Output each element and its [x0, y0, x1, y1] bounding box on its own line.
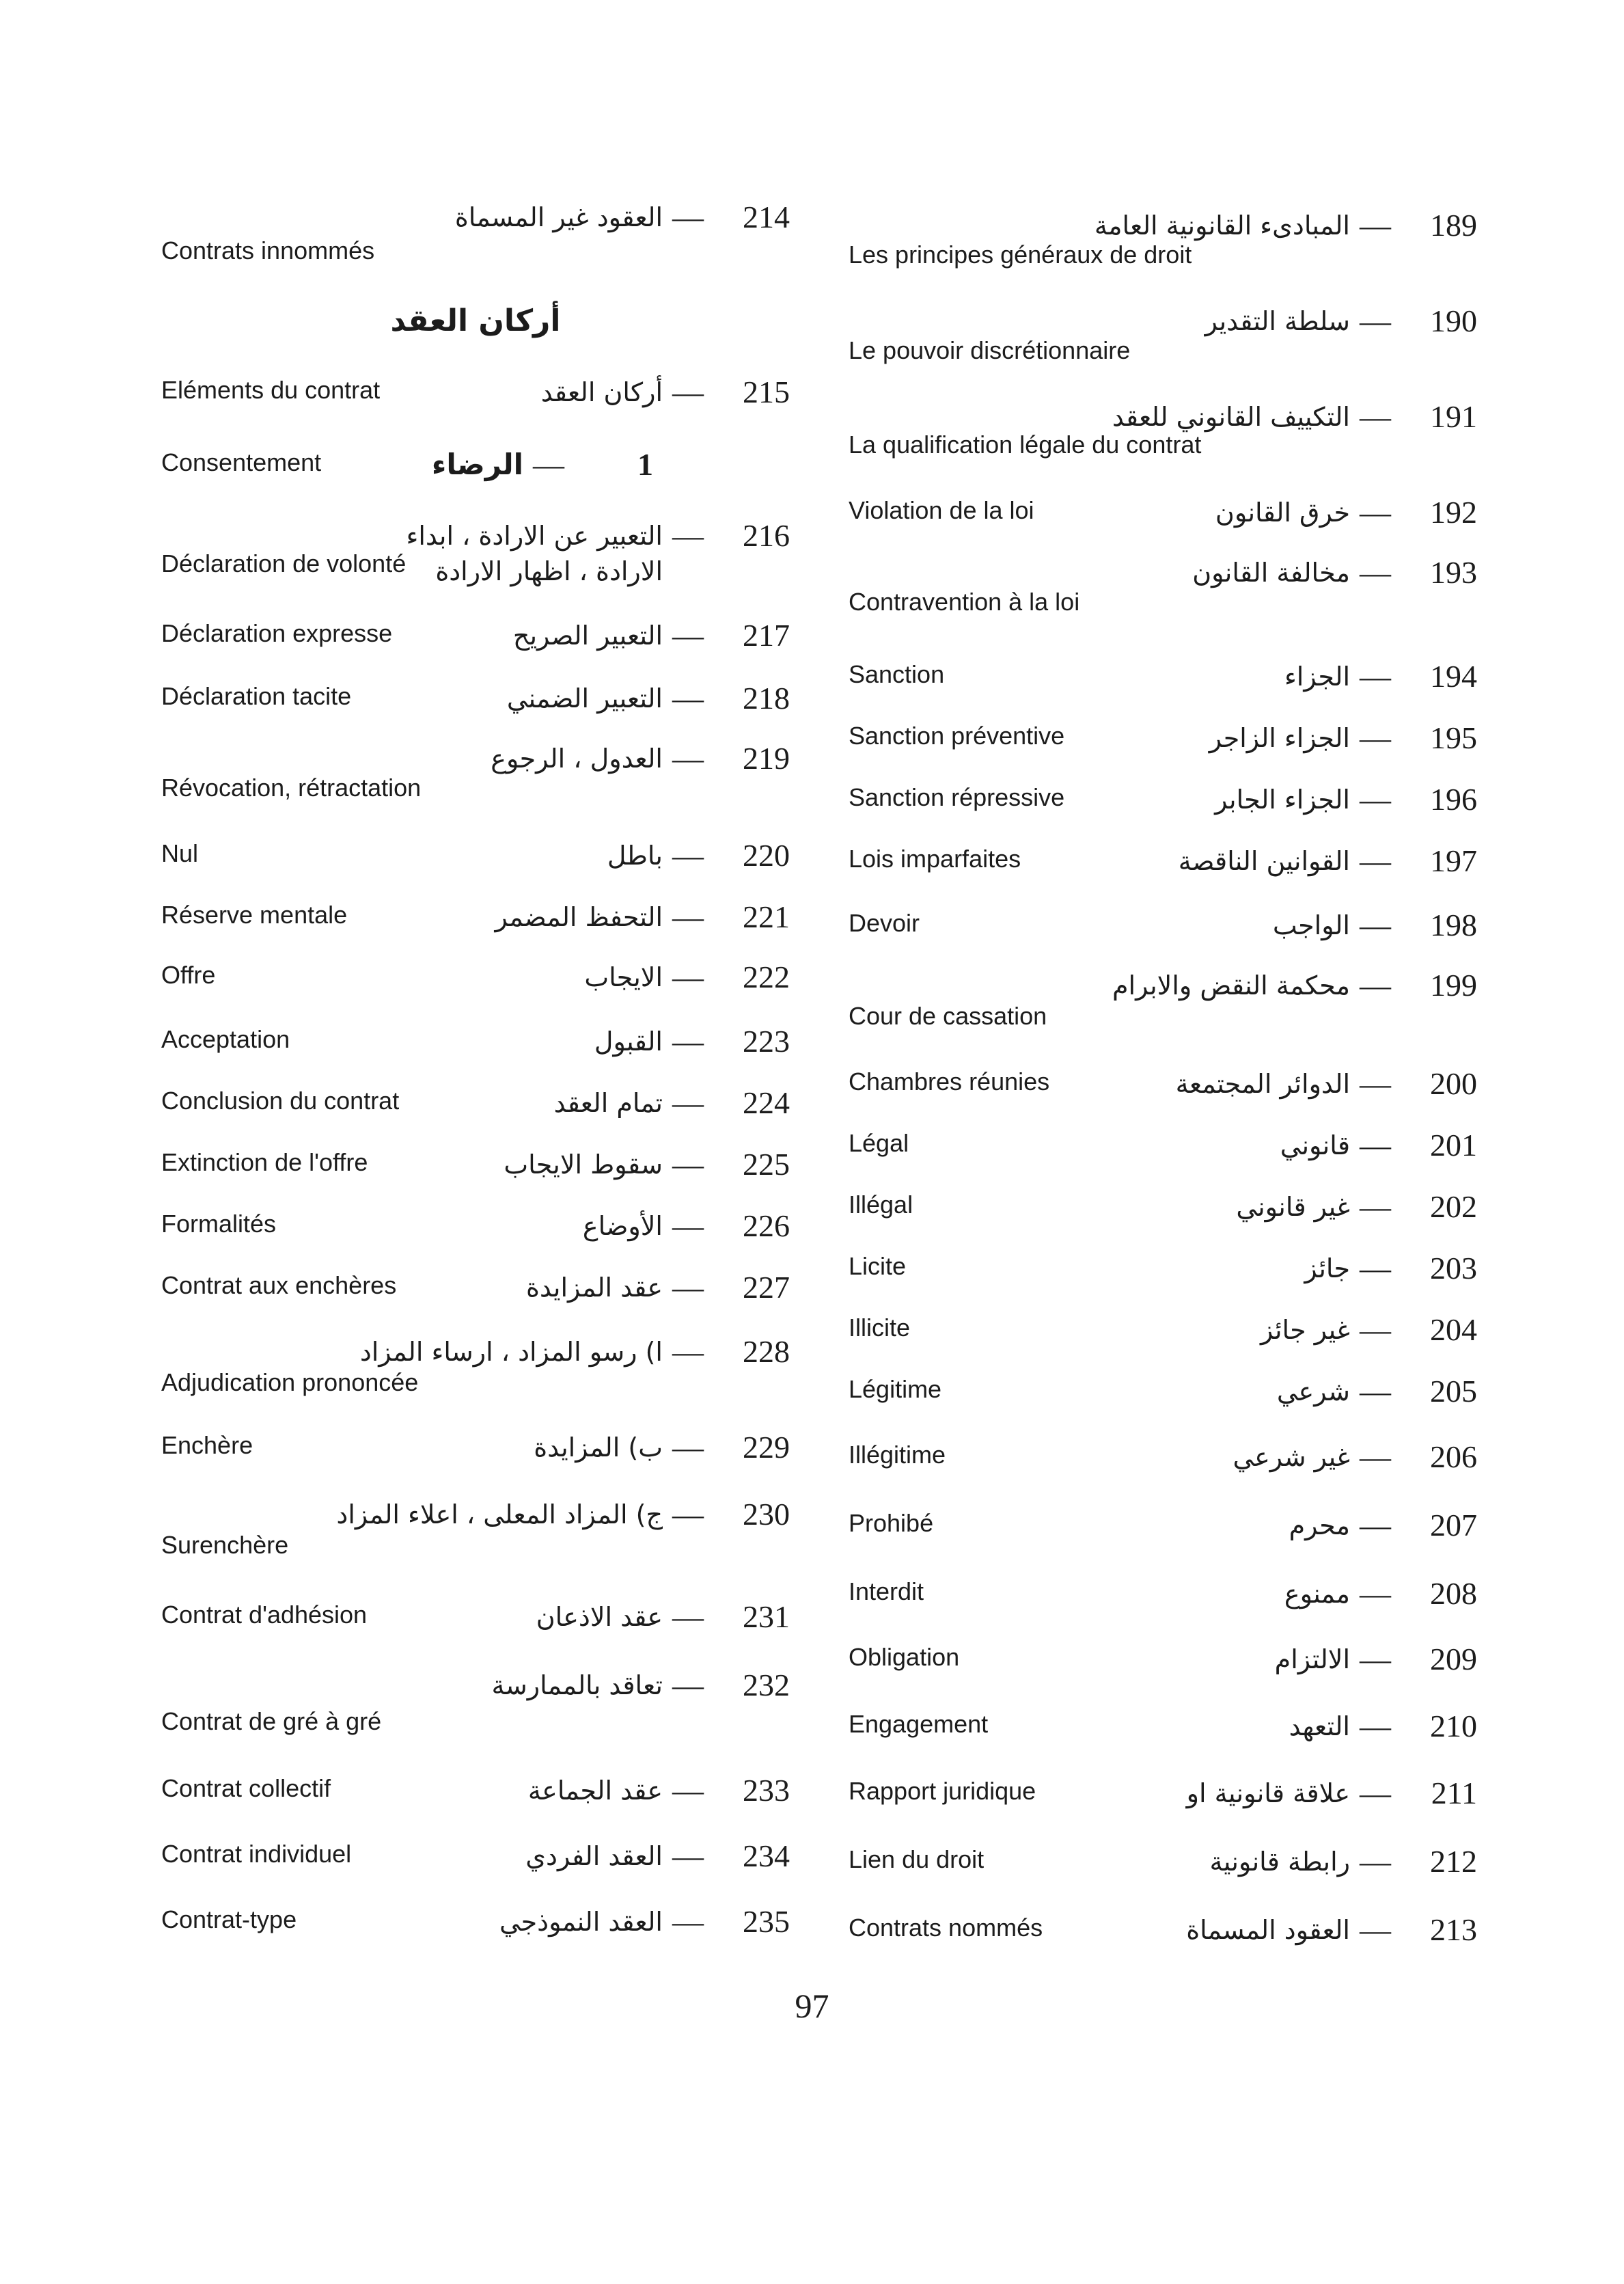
- entry-number: 202: [1430, 1189, 1477, 1224]
- entry-202: [849, 1189, 1477, 1244]
- entry-dash: —: [1360, 720, 1391, 755]
- entry-arabic: الدوائر المجتمعة: [1175, 1069, 1350, 1099]
- entry-dash: —: [1360, 1312, 1391, 1347]
- entry-225: [161, 1147, 790, 1201]
- entry-french: Chambres réunies: [849, 1068, 1050, 1096]
- entry-french: Contrats nommés: [849, 1914, 1043, 1942]
- entry-arabic: الالتزام: [1274, 1644, 1350, 1674]
- entry-arabic: التعبير الصريح: [512, 621, 663, 651]
- entry-204: [849, 1312, 1477, 1367]
- entry-arabic: العقود المسماة: [1186, 1915, 1350, 1945]
- entry-french: Réserve mentale: [161, 901, 348, 929]
- entry-arabic: عقد الجماعة: [527, 1776, 663, 1806]
- entry-french: Contrat aux enchères: [161, 1271, 397, 1299]
- entry-dash: —: [672, 1147, 704, 1182]
- entry-french: Sanction répressive: [849, 783, 1065, 811]
- entry-arabic: الرضاء: [431, 448, 523, 481]
- entry-french: Contravention à la loi: [849, 588, 1080, 616]
- entry-arabic: خرق القانون: [1215, 498, 1350, 528]
- entry-number: 209: [1430, 1642, 1477, 1676]
- entry-dash: —: [1360, 399, 1391, 434]
- entry-arabic: الايجاب: [584, 962, 663, 992]
- entry-french: Contrat individuel: [161, 1840, 352, 1868]
- entry-dash: —: [1360, 659, 1391, 694]
- entry-234: [161, 1838, 790, 1893]
- entry-199: [849, 968, 1477, 1043]
- entry-dash: —: [1360, 555, 1391, 590]
- entry-french: Contrat-type: [161, 1905, 297, 1933]
- entry-205: [849, 1374, 1477, 1428]
- entry-dash: —: [672, 618, 704, 653]
- entry-french: Déclaration de volonté: [161, 549, 407, 577]
- entry-dash: —: [672, 200, 704, 234]
- entry-french: Nul: [161, 839, 199, 867]
- entry-dash: —: [672, 1208, 704, 1243]
- entry-number: 219: [743, 741, 790, 776]
- entry-198: [849, 908, 1477, 962]
- entry-arabic: التكييف القانوني للعقد: [1112, 402, 1350, 432]
- entry-french: Les principes généraux de droit: [849, 241, 1192, 269]
- entry-224: [161, 1085, 790, 1140]
- entry-dash: —: [1360, 1709, 1391, 1743]
- entry-number: 228: [743, 1334, 790, 1369]
- entry-dash: —: [1360, 1374, 1391, 1409]
- entry-dash: —: [672, 1599, 704, 1634]
- entry-french: Acceptation: [161, 1025, 290, 1053]
- entry-230: [161, 1497, 790, 1572]
- entry-dash: —: [1360, 843, 1391, 878]
- entry-arabic: تمام العقد: [553, 1088, 663, 1118]
- entry-french: Illégal: [849, 1191, 913, 1219]
- entry-french: Offre: [161, 961, 216, 989]
- entry-221: [161, 899, 790, 954]
- entry-french: Violation de la loi: [849, 496, 1034, 524]
- entry-211: [849, 1776, 1477, 1830]
- entry-212: [849, 1844, 1477, 1899]
- entry-arabic: العدول ، الرجوع: [491, 744, 663, 774]
- entry-dash: —: [1360, 1576, 1391, 1611]
- entry-french: Sanction: [849, 660, 945, 688]
- entry-210: [849, 1709, 1477, 1763]
- entry-arabic: عقد الاذعان: [536, 1602, 663, 1632]
- entry-arabic: قانوني: [1280, 1130, 1350, 1160]
- entry-dash: —: [1360, 495, 1391, 530]
- entry-french: Rapport juridique: [849, 1777, 1036, 1805]
- entry-dash: —: [1360, 1066, 1391, 1101]
- entry-216: [161, 518, 790, 593]
- entry-arabic: علاقة قانونية او: [1186, 1778, 1350, 1808]
- entry-dash: —: [1360, 908, 1391, 942]
- entry-number: 1: [637, 447, 653, 482]
- entry-french: Eléments du contrat: [161, 376, 381, 404]
- entry-arabic: الأوضاع: [582, 1211, 663, 1241]
- entry-arabic: الجزاء الجابر: [1215, 785, 1350, 815]
- entry-number: 206: [1430, 1439, 1477, 1474]
- entry-number: 212: [1430, 1844, 1477, 1879]
- entry-french: Illégitime: [849, 1441, 946, 1469]
- entry-number: 224: [743, 1085, 790, 1120]
- entry-1-subheading: [161, 447, 790, 502]
- entry-195: [849, 720, 1477, 775]
- entry-number: 204: [1430, 1312, 1477, 1347]
- entry-french: Conclusion du contrat: [161, 1087, 400, 1115]
- entry-french: Sanction préventive: [849, 722, 1065, 750]
- entry-dash: —: [672, 1838, 704, 1873]
- entry-french: Engagement: [849, 1710, 989, 1738]
- entry-227: [161, 1270, 790, 1324]
- entry-french: Contrat de gré à gré: [161, 1707, 382, 1735]
- entry-dash: —: [672, 1668, 704, 1702]
- entry-223: [161, 1024, 790, 1078]
- entry-213: [849, 1912, 1477, 1967]
- entry-arabic: محكمة النقض والابرام: [1112, 970, 1350, 1001]
- entry-arabic: الجزاء: [1284, 662, 1350, 692]
- entry-arabic: رابطة قانونية: [1209, 1847, 1350, 1877]
- entry-arabic: الجزاء الزاجر: [1209, 723, 1350, 753]
- entry-french: Adjudication prononcée: [161, 1368, 419, 1396]
- entry-french: Prohibé: [849, 1509, 934, 1537]
- entry-number: 213: [1430, 1912, 1477, 1947]
- entry-arabic: ب) المزايدة: [534, 1432, 663, 1463]
- entry-number: 199: [1430, 968, 1477, 1003]
- entry-dash: —: [672, 1024, 704, 1059]
- entry-231: [161, 1599, 790, 1654]
- entry-arabic: التعبير الضمني: [506, 683, 663, 713]
- entry-dash: —: [672, 899, 704, 934]
- entry-arabic: العقد النموذجي: [499, 1907, 663, 1937]
- entry-number: 201: [1430, 1128, 1477, 1163]
- entry-200: [849, 1066, 1477, 1121]
- entry-222: [161, 960, 790, 1014]
- entry-french: Interdit: [849, 1577, 924, 1605]
- entry-arabic: التعهد: [1289, 1711, 1350, 1741]
- entry-number: 222: [743, 960, 790, 994]
- entry-201: [849, 1128, 1477, 1182]
- entry-french: Légitime: [849, 1375, 942, 1403]
- entry-189: [849, 208, 1477, 283]
- entry-french: Obligation: [849, 1643, 960, 1671]
- entry-french: Déclaration expresse: [161, 619, 393, 647]
- entry-dash: —: [1360, 1642, 1391, 1676]
- entry-french: Extinction de l'offre: [161, 1148, 368, 1176]
- entry-dash: —: [672, 375, 704, 409]
- entry-arabic: غير جائز: [1261, 1315, 1350, 1345]
- entry-dash: —: [672, 518, 704, 553]
- entry-french: Révocation, rétractation: [161, 774, 422, 802]
- entry-number: 229: [743, 1430, 790, 1465]
- entry-dash: —: [672, 1904, 704, 1939]
- entry-number: 210: [1430, 1709, 1477, 1743]
- entry-arabic: شرعي: [1276, 1376, 1350, 1406]
- page-number: 97: [795, 1987, 829, 2025]
- entry-192: [849, 495, 1477, 549]
- entry-226: [161, 1208, 790, 1263]
- entry-number: 225: [743, 1147, 790, 1182]
- entry-french: Formalités: [161, 1210, 277, 1238]
- entry-french: Devoir: [849, 909, 920, 937]
- entry-number: 218: [743, 681, 790, 716]
- entry-french: Légal: [849, 1129, 909, 1157]
- entry-235: [161, 1904, 790, 1959]
- entry-dash: —: [672, 1773, 704, 1808]
- entry-number: 223: [743, 1024, 790, 1059]
- entry-number: 226: [743, 1208, 790, 1243]
- entry-dash: —: [1360, 1912, 1391, 1947]
- entry-french: Consentement: [161, 448, 322, 476]
- entry-number: 197: [1430, 843, 1477, 878]
- entry-french: Contrat collectif: [161, 1774, 331, 1802]
- entry-number: 190: [1430, 303, 1477, 338]
- entry-dash: —: [1360, 968, 1391, 1003]
- entry-number: 205: [1430, 1374, 1477, 1409]
- entry-dash: —: [1360, 1189, 1391, 1224]
- entry-dash: —: [672, 960, 704, 994]
- entry-arabic: سلطة التقدير: [1205, 306, 1350, 336]
- entry-dash: —: [1360, 1439, 1391, 1474]
- entry-arabic: سقوط الايجاب: [504, 1150, 663, 1180]
- entry-number: 233: [743, 1773, 790, 1808]
- entry-194: [849, 659, 1477, 713]
- entry-233: [161, 1773, 790, 1827]
- entry-dash: —: [1360, 1508, 1391, 1542]
- entry-number: 230: [743, 1497, 790, 1532]
- entry-dash: —: [1360, 1251, 1391, 1286]
- entry-arabic: عقد المزايدة: [526, 1273, 663, 1303]
- entry-220: [161, 838, 790, 893]
- entry-french: Le pouvoir discrétionnaire: [849, 336, 1131, 364]
- entry-number: 231: [743, 1599, 790, 1634]
- entry-arabic: الواجب: [1272, 910, 1350, 940]
- entry-number: 193: [1430, 555, 1477, 590]
- entry-arabic: القوانين الناقصة: [1178, 846, 1350, 876]
- entry-arabic: غير قانوني: [1236, 1192, 1350, 1222]
- entry-dash: —: [1360, 1776, 1391, 1810]
- entry-number: 192: [1430, 495, 1477, 530]
- entry-number: 191: [1430, 399, 1477, 434]
- entry-arabic: محرم: [1289, 1510, 1350, 1540]
- entry-219: [161, 741, 790, 816]
- entry-228: [161, 1334, 790, 1409]
- entry-arabic: ممنوع: [1284, 1579, 1350, 1609]
- entry-number: 196: [1430, 782, 1477, 817]
- entry-217: [161, 618, 790, 672]
- entry-193: [849, 555, 1477, 630]
- entry-215: [161, 375, 790, 429]
- entry-number: 232: [743, 1668, 790, 1702]
- entry-dash: —: [533, 447, 564, 482]
- entry-number: 234: [743, 1838, 790, 1873]
- entry-209: [849, 1642, 1477, 1696]
- entry-214: [161, 200, 790, 264]
- entry-206: [849, 1439, 1477, 1494]
- entry-arabic: جائز: [1304, 1253, 1350, 1283]
- entry-french: Lois imparfaites: [849, 845, 1021, 873]
- entry-number: 227: [743, 1270, 790, 1305]
- entry-number: 221: [743, 899, 790, 934]
- entry-number: 207: [1430, 1508, 1477, 1542]
- entry-arabic: القبول: [594, 1027, 663, 1057]
- entry-190: [849, 303, 1477, 379]
- section-heading: أركان العقد: [390, 303, 561, 338]
- entry-french: Cour de cassation: [849, 1002, 1047, 1030]
- entry-number: 214: [743, 200, 790, 234]
- entry-french: Contrats innommés: [161, 236, 375, 264]
- entry-arabic: العقد الفردي: [525, 1841, 663, 1871]
- entry-dash: —: [1360, 1844, 1391, 1879]
- entry-196: [849, 782, 1477, 837]
- entry-203: [849, 1251, 1477, 1305]
- entry-arabic: المبادىء القانونية العامة: [1094, 210, 1350, 241]
- entry-arabic: باطل: [607, 841, 663, 871]
- entry-french: Licite: [849, 1252, 907, 1280]
- entry-number: 215: [743, 375, 790, 409]
- entry-number: 198: [1430, 908, 1477, 942]
- entry-number: 211: [1431, 1776, 1477, 1810]
- entry-french: Surenchère: [161, 1531, 289, 1559]
- entry-number: 208: [1430, 1576, 1477, 1611]
- entry-232: [161, 1668, 790, 1743]
- entry-number: 220: [743, 838, 790, 873]
- entry-number: 194: [1430, 659, 1477, 694]
- entry-218: [161, 681, 790, 735]
- entry-french: Contrat d'adhésion: [161, 1601, 368, 1629]
- entry-number: 195: [1430, 720, 1477, 755]
- entry-dash: —: [672, 1270, 704, 1305]
- entry-dash: —: [1360, 208, 1391, 243]
- entry-arabic: التعبير عن الارادة ، ابداء الارادة ، اظهار الارادة: [406, 521, 663, 586]
- entry-number: 203: [1430, 1251, 1477, 1286]
- entry-191: [849, 399, 1477, 474]
- entry-number: 189: [1430, 208, 1477, 243]
- entry-197: [849, 843, 1477, 898]
- entry-french: La qualification légale du contrat: [849, 431, 1202, 459]
- entry-number: 200: [1430, 1066, 1477, 1101]
- entry-dash: —: [1360, 303, 1391, 338]
- entry-dash: —: [672, 1430, 704, 1465]
- entry-dash: —: [1360, 782, 1391, 817]
- entry-french: Illicite: [849, 1314, 911, 1342]
- entry-dash: —: [672, 741, 704, 776]
- entry-arabic: تعاقد بالممارسة: [491, 1670, 663, 1700]
- entry-dash: —: [672, 1334, 704, 1369]
- entry-arabic: أركان العقد: [540, 377, 663, 407]
- entry-french: Déclaration tacite: [161, 682, 352, 710]
- entry-number: 216: [743, 518, 790, 553]
- entry-dash: —: [672, 681, 704, 716]
- entry-229: [161, 1430, 790, 1484]
- entry-207: [849, 1508, 1477, 1562]
- entry-dash: —: [672, 1497, 704, 1532]
- entry-arabic: التحفظ المضمر: [495, 902, 663, 932]
- entry-dash: —: [1360, 1128, 1391, 1163]
- entry-number: 217: [743, 618, 790, 653]
- entry-arabic: غير شرعي: [1233, 1442, 1350, 1472]
- entry-arabic: ا) رسو المزاد ، ارساء المزاد: [359, 1337, 663, 1367]
- entry-dash: —: [672, 1085, 704, 1120]
- entry-dash: —: [672, 838, 704, 873]
- entry-number: 235: [743, 1904, 790, 1939]
- entry-arabic: مخالفة القانون: [1192, 558, 1350, 588]
- entry-french: Enchère: [161, 1431, 253, 1459]
- entry-arabic: العقود غير المسماة: [454, 202, 663, 232]
- entry-french: Lien du droit: [849, 1845, 985, 1873]
- entry-208: [849, 1576, 1477, 1631]
- entry-arabic: ج) المزاد المعلى ، اعلاء المزاد: [336, 1499, 663, 1530]
